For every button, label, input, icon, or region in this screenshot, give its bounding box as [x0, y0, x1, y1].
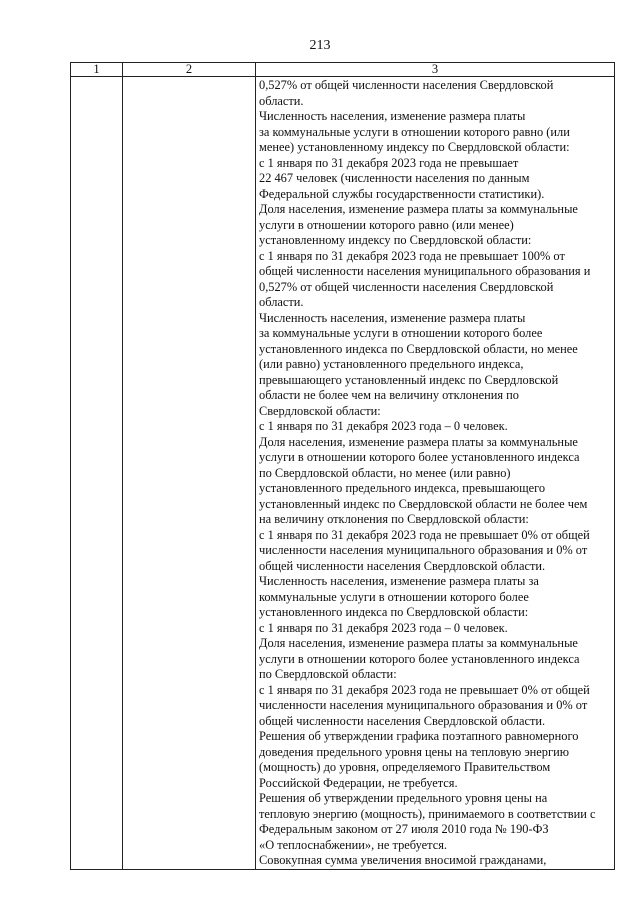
- text-line: Федеральной службы государственности статистики).: [259, 186, 545, 201]
- text-line: 22 467 человек (численности населения по данным: [259, 171, 530, 185]
- text-line: коммунальные услуги в отношении которого более: [259, 589, 529, 604]
- text-line: по Свердловской области:: [259, 667, 397, 681]
- text-line: численности населения муниципального образования и 0% от: [259, 543, 588, 557]
- text-line: установленный индекс по Свердловской области не более чем: [259, 496, 588, 511]
- text-line: по Свердловской области, но менее (или равно): [259, 465, 511, 480]
- text-line: установленного индекса по Свердловской области:: [259, 605, 529, 619]
- cell-col1: [71, 77, 123, 870]
- text-line: Доля населения, изменение размера платы за коммунальные: [259, 202, 578, 216]
- text-line: Свердловской области:: [259, 403, 381, 418]
- text-line: Федеральным законом от 27 июля 2010 года № 190-ФЗ: [259, 822, 549, 836]
- cell-col2: [123, 77, 256, 870]
- text-line: Численность населения, изменение размера платы: [259, 310, 526, 325]
- column-header-1: 1: [71, 63, 123, 77]
- column-header-2: 2: [123, 63, 256, 77]
- text-line: «О теплоснабжении», не требуется.: [259, 837, 447, 852]
- text-line: услуги в отношении которого более установленного индекса: [259, 651, 580, 666]
- text-line: (или равно) установленного предельного индекса,: [259, 357, 524, 371]
- text-line: Доля населения, изменение размера платы за коммунальные: [259, 434, 578, 449]
- text-line: тепловую энергию (мощность), принимаемого в соответствии с: [259, 806, 596, 821]
- text-line: на величину отклонения по Свердловской области:: [259, 512, 529, 526]
- text-line: Численность населения, изменение размера платы за: [259, 574, 539, 588]
- text-line: 0,527% от общей численности населения Свердловской: [259, 78, 554, 92]
- page-number: 213: [309, 38, 331, 53]
- text-line: услуги в отношении которого равно (или менее): [259, 217, 514, 232]
- text-line: Доля населения, изменение размера платы за коммунальные: [259, 636, 578, 650]
- cell-col3: [256, 77, 615, 870]
- text-line: Численность населения, изменение размера платы: [259, 109, 526, 123]
- text-line: численности населения муниципального образования и 0% от: [259, 698, 588, 712]
- text-line: с 1 января по 31 декабря 2023 года не превышает 0% от общей: [259, 682, 590, 697]
- text-line: Решения об утверждении предельного уровня цены на: [259, 791, 548, 805]
- text-line: общей численности населения муниципального образования и: [259, 264, 591, 278]
- text-line: области.: [259, 93, 304, 108]
- text-line: общей численности населения Свердловской области.: [259, 713, 546, 728]
- text-line: Российской Федерации, не требуется.: [259, 775, 458, 790]
- text-line: установленному индексу по Свердловской области:: [259, 233, 532, 247]
- text-line: доведения предельного уровня цены на тепловую энергию: [259, 744, 569, 759]
- text-line: области.: [259, 295, 304, 309]
- document-table: [70, 62, 615, 870]
- text-line: с 1 января по 31 декабря 2023 года не превышает: [259, 155, 519, 170]
- text-line: услуги в отношении которого более установленного индекса: [259, 450, 580, 464]
- text-line: 0,527% от общей численности населения Свердловской: [259, 279, 554, 294]
- table-row: [71, 77, 615, 870]
- text-line: общей численности населения Свердловской области.: [259, 558, 546, 573]
- text-line: с 1 января по 31 декабря 2023 года не превышает 100% от: [259, 248, 565, 263]
- text-line: (мощность) до уровня, определяемого Правительством: [259, 760, 551, 774]
- text-line: за коммунальные услуги в отношении которого более: [259, 326, 543, 340]
- text-line: превышающего установленный индекс по Свердловской: [259, 372, 559, 387]
- column-header-3: 3: [256, 63, 615, 77]
- text-line: Решения об утверждении графика поэтапного равномерного: [259, 729, 579, 743]
- cell-col3-text: [256, 77, 614, 869]
- table-header-row: [71, 63, 615, 77]
- text-line: менее) установленному индексу по Свердловской области:: [259, 140, 570, 154]
- text-line: установленного предельного индекса, превышающего: [259, 481, 546, 495]
- text-line: с 1 января по 31 декабря 2023 года не превышает 0% от общей: [259, 527, 590, 542]
- text-line: установленного индекса по Свердловской области, но менее: [259, 341, 578, 356]
- text-line: за коммунальные услуги в отношении которого равно (или: [259, 124, 570, 139]
- text-line: области не более чем на величину отклонения по: [259, 388, 519, 402]
- text-line: с 1 января по 31 декабря 2023 года – 0 человек.: [259, 620, 508, 635]
- text-line: Совокупная сумма увеличения вносимой гражданами,: [259, 853, 547, 867]
- text-line: с 1 января по 31 декабря 2023 года – 0 человек.: [259, 419, 508, 433]
